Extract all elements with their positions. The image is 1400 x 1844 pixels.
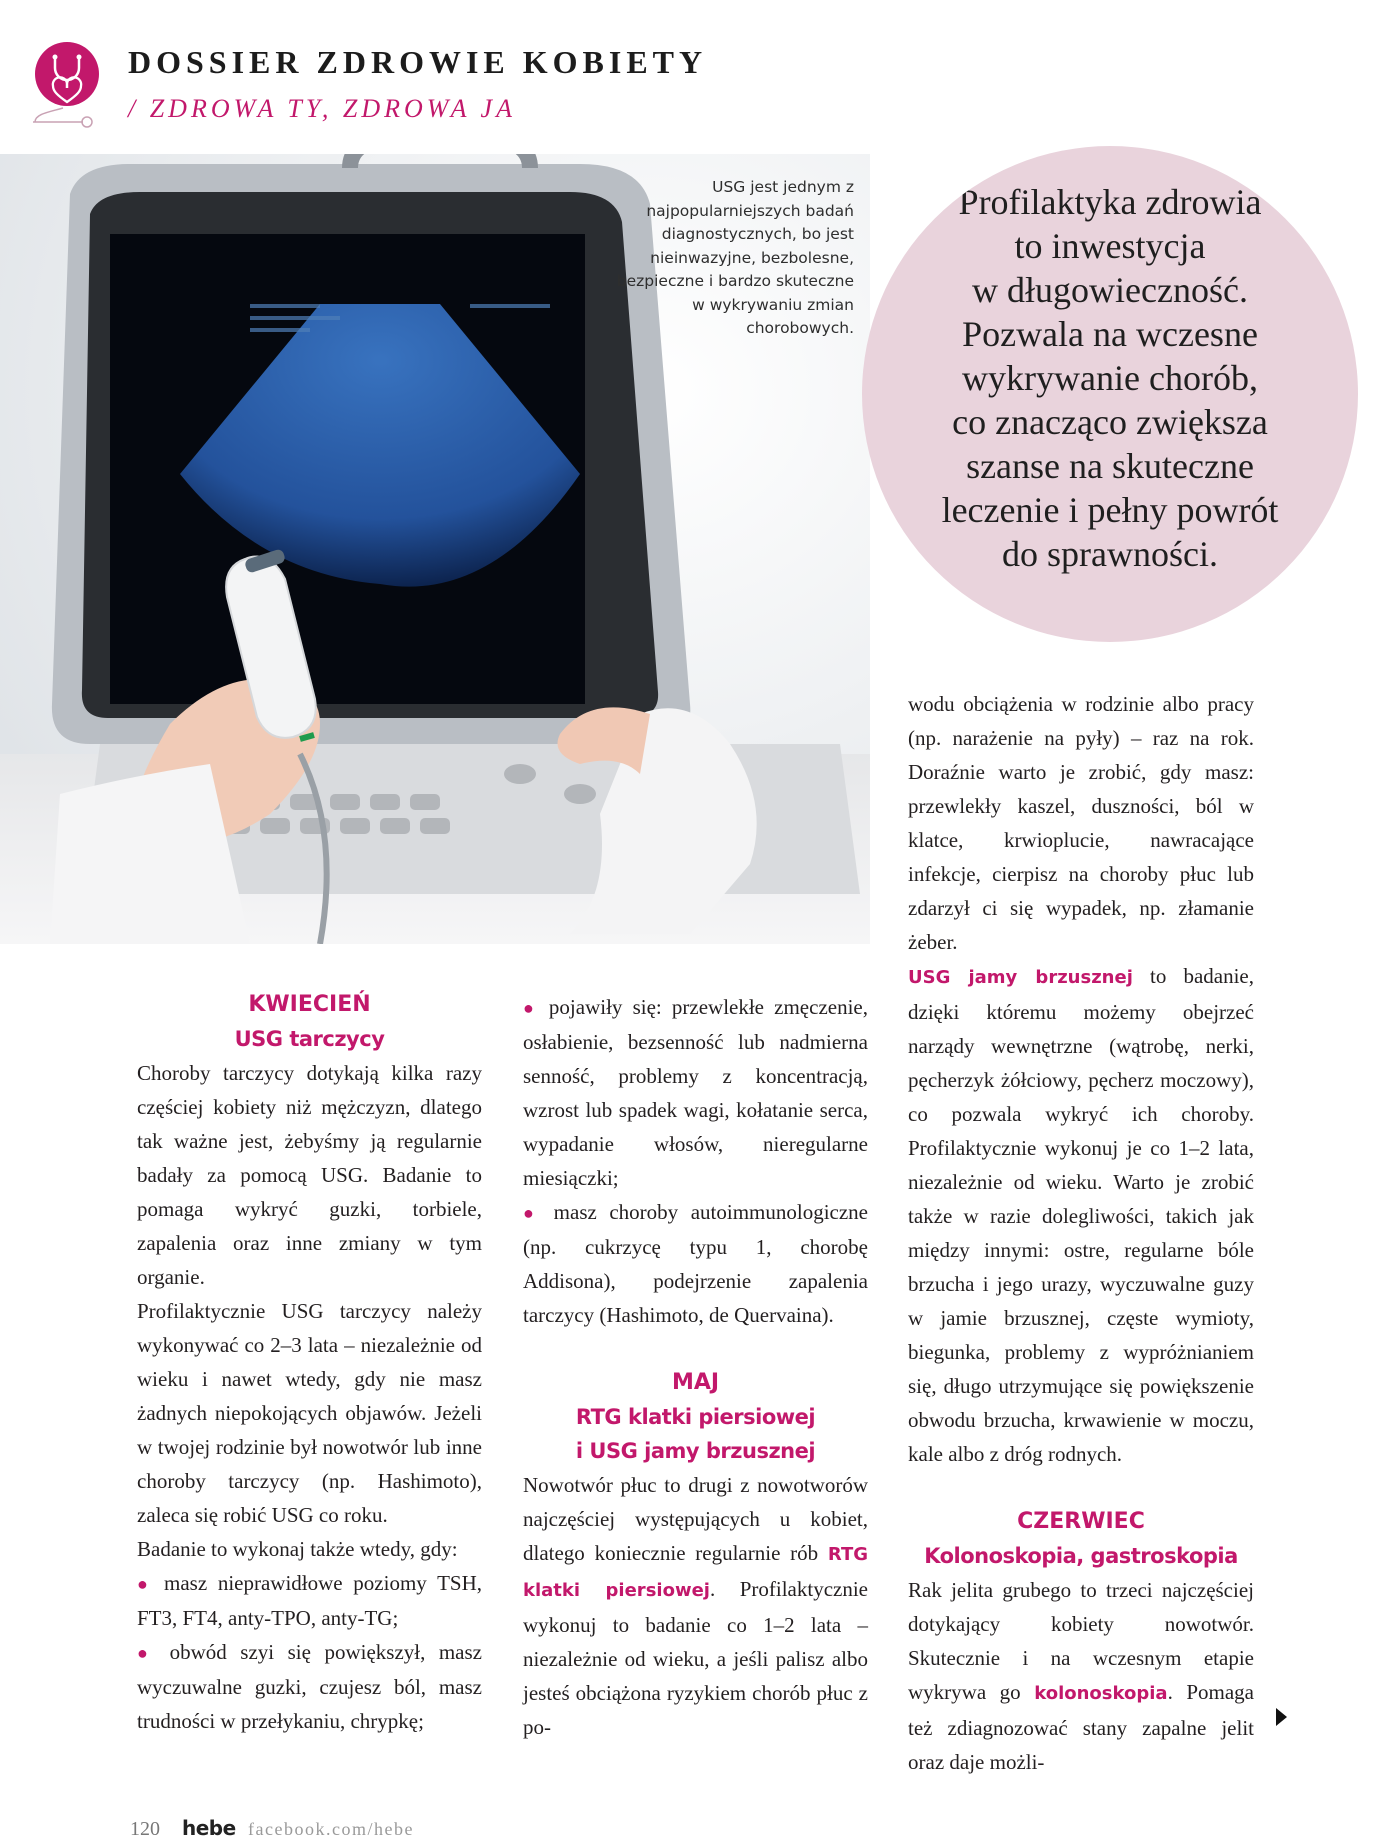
quote-line: wykrywanie chorób, [962, 358, 1258, 398]
section-exam-title: i USG jamy brzusznej [575, 1439, 816, 1463]
quote-line: szanse na skuteczne [966, 446, 1254, 486]
paragraph: Badanie to wykonaj także wtedy, gdy: [137, 1537, 458, 1561]
bullet-item: ● masz choroby autoimmunologiczne (np. cukrzycę typu 1, chorobę Addisona), podejrzenie zapalenia tarczycy (Hashimoto, de Quervaina). [523, 1200, 868, 1327]
quote-line: Profilaktyka zdrowia [958, 182, 1262, 222]
section-month-may: MAJ [671, 1370, 720, 1395]
quote-line: Pozwala na wczesne [962, 314, 1258, 354]
paragraph: Profilaktycznie USG tarczycy należy wykonywać co 2–3 lata – niezależnie od wieku i nawet wtedy, gdy nie masz żadnych niepokojących objawów. Jeżeli w twojej rodzinie był nowotwór lub inne choroby tarczycy (np. Hashimoto), zaleca się robić USG co roku. [137, 1299, 482, 1527]
quote-circle [862, 146, 1358, 642]
paragraph: wodu obciążenia w rodzinie albo pracy (np. narażenie na pyły) – raz na rok. Doraźnie warto je zrobić, gdy masz: przewlekły kaszel, duszności, ból w klatce, krwioplucie, nawracające infekcje, cierpisz na choroby płuc lub zdarzył ci się wypadek, np. złamanie żeber. [908, 692, 1254, 954]
bullet-dot-icon: ● [137, 1643, 157, 1663]
brand-logo: hebe [182, 1816, 236, 1840]
quote-line: co znacząco zwiększa [952, 402, 1268, 442]
quote-line: leczenie i pełny powrót [941, 490, 1279, 530]
keyword-highlight: RTG klatki piersiowej [523, 1544, 868, 1601]
bullet-dot-icon: ● [523, 1203, 542, 1223]
ultrasound-photo [0, 154, 870, 944]
keyword-highlight: kolonoskopia [1034, 1683, 1168, 1704]
photo-caption: USG jest jednym z najpopularniejszych badań diagnostycznych, bo jest nieinwazyjne, bezbolesne, bezpieczne i bardzo skuteczne w wykrywaniu zmian chorobowych. [616, 178, 854, 337]
bullet-item: ● masz nieprawidłowe poziomy TSH, FT3, FT4, anty-TPO, anty-TG; [137, 1571, 482, 1630]
paragraph: USG jamy brzusznej to badanie, dzięki któremu możemy obejrzeć narządy wewnętrzne (wątrobę, nerki, pęcherzyk żółciowy, pęcherz moczowy), co pozwala wykryć ich choroby. Profilaktycznie wykonuj je co 1–2 lata, niezależnie od wieku. Warto je zrobić także w razie dolegliwości, takich jak między innymi: ostre, regularne bóle brzucha i jego urazy, wyczuwalne guzy w jamie brzusznej, częste wymioty, biegunka, problemy z wypróżnianiem się, długo utrzymujące się powiększenie obwodu brzucha, krwawienie w moczu, kale albo z dróg rodnych. [908, 964, 1254, 1466]
quote-line: to inwestycja [1014, 226, 1206, 266]
keyword-highlight: USG jamy brzusznej [908, 967, 1133, 988]
bullet-dot-icon: ● [137, 1574, 154, 1594]
section-exam-title: Kolonoskopia, gastroskopia [924, 1544, 1238, 1568]
page-header-title: DOSSIER ZDROWIE KOBIETY [128, 44, 708, 80]
pull-quote [862, 180, 1358, 576]
quote-line: w długowieczność. [972, 270, 1248, 310]
bullet-dot-icon: ● [523, 998, 539, 1018]
stethoscope-heart-icon [33, 40, 113, 130]
page-number: 120 [130, 1818, 160, 1840]
section-month-april: KWIECIEŃ [248, 992, 371, 1017]
page-header-subtitle: / ZDROWA TY, ZDROWA JA [128, 94, 516, 123]
article-column-1 [137, 988, 482, 1738]
footer-url[interactable]: facebook.com/hebe [248, 1819, 414, 1839]
paragraph: Nowotwór płuc to drugi z nowotworów najczęściej występujących u kobiet, dlatego koniecznie regularnie rób RTG klatki piersiowej. Profilaktycznie wykonuj to badanie co 1–2 lata – niezależnie od wieku, a jeśli palisz albo jesteś obciążona ryzykiem chorób płuc z po- [523, 1473, 868, 1739]
section-exam-title: RTG klatki piersiowej [575, 1405, 816, 1429]
bullet-item: ● pojawiły się: przewlekłe zmęczenie, osłabienie, bezsenność lub nadmierna senność, problemy z koncentracją, wzrost lub spadek wagi, kołatanie serca, wypadanie włosów, nieregularne miesiączki; [523, 995, 869, 1190]
paragraph: Choroby tarczycy dotykają kilka razy częściej kobiety niż mężczyzn, dlatego tak ważne jest, żebyśmy ją regularnie badały za pomocą USG. Badanie to pomaga wykryć guzki, torbiele, zapalenia oraz inne zmiany w tym organie. [137, 1061, 482, 1289]
article-column-3 [908, 687, 1254, 1779]
paragraph: Rak jelita grubego to trzeci najczęściej dotykający kobiety nowotwór. Skutecznie i na wczesnym etapie wykrywa go kolonoskopia. Pomaga też zdiagnozować stany zapalne jelit oraz daje możli- [908, 1578, 1254, 1774]
section-exam-title: USG tarczycy [234, 1027, 385, 1051]
section-month-june: CZERWIEC [1017, 1509, 1145, 1534]
quote-line: do sprawności. [1002, 534, 1218, 574]
continue-arrow-icon [1276, 1708, 1287, 1726]
article-column-2 [523, 990, 868, 1744]
bullet-item: ● obwód szyi się powiększył, masz wyczuwalne guzki, czujesz ból, masz trudności w przełykaniu, chrypkę; [137, 1640, 482, 1733]
